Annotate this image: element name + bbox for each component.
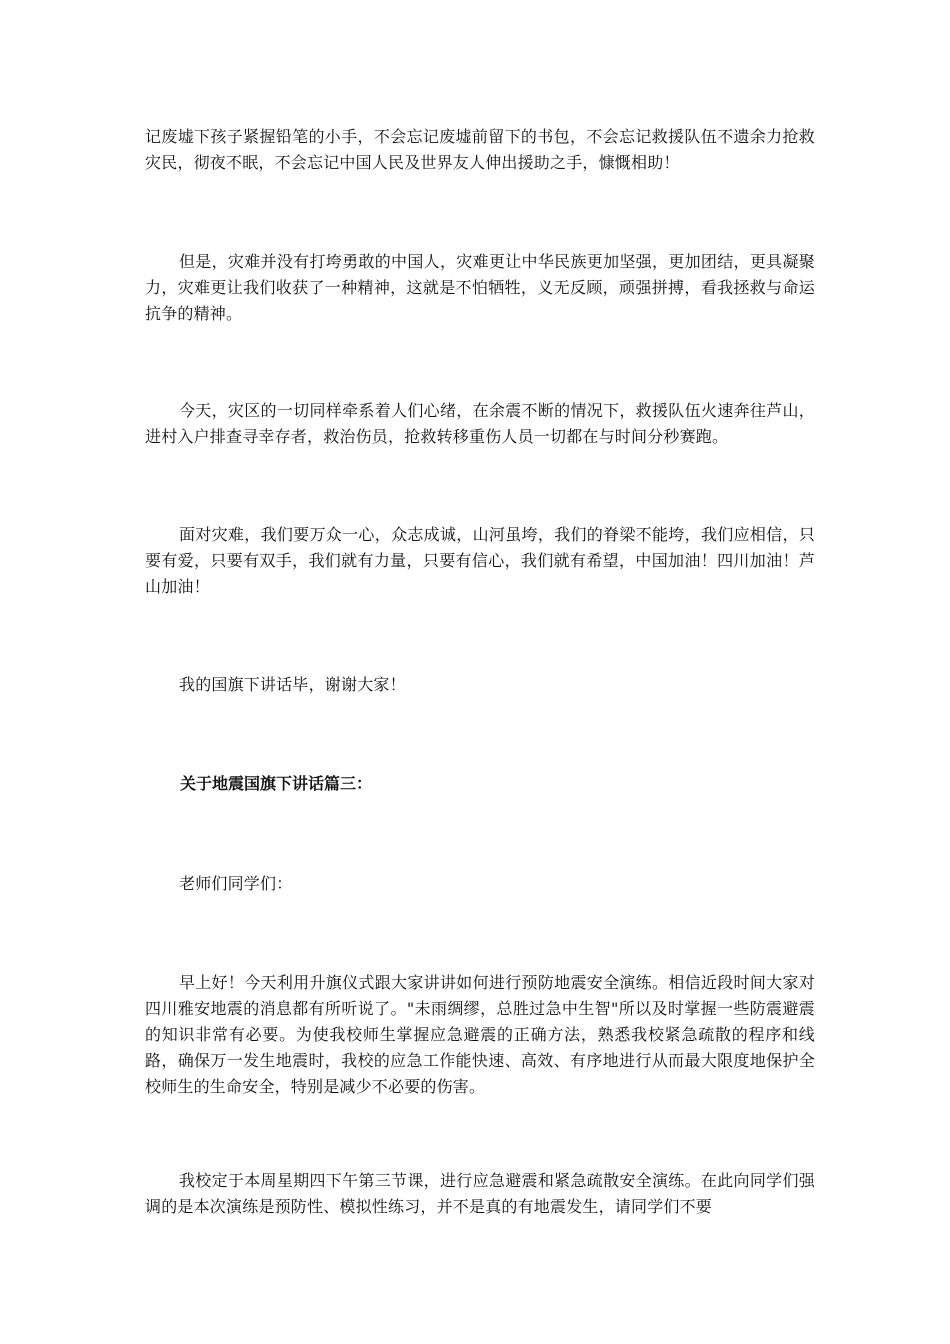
paragraph-drill-schedule: 我校定于本周星期四下午第三节课，进行应急避震和紧急疏散安全演练。在此向同学们强调的是本次演练是预防性、模拟性练习，并不是真的有地震发生，请同学们不要 xyxy=(145,1171,815,1216)
paragraph-speech-end: 我的国旗下讲话毕，谢谢大家！ xyxy=(179,675,406,694)
paragraph-today-disaster-area: 今天，灾区的一切同样牵系着人们心绪，在余震不断的情况下，救援队伍火速奔往芦山，进村入户排查寻幸存者，救治伤员，抢救转移重伤人员一切都在与时间分秒赛跑。 xyxy=(145,401,815,446)
greeting: 老师们同学们： xyxy=(179,874,293,893)
paragraph-rescue-memory: 记废墟下孩子紧握铅笔的小手，不会忘记废墟前留下的书包，不会忘记救援队伍不遗余力抢救灾民，彻夜不眠，不会忘记中国人民及世界友人伸出援助之手，慷慨相助！ xyxy=(145,127,815,172)
paragraph-facing-disaster: 面对灾难，我们要万众一心，众志成诚，山河虽垮，我们的脊梁不能垮，我们应相信，只要有爱，只要有双手，我们就有力量，只要有信心，我们就有希望，中国加油！四川加油！芦山加油！ xyxy=(145,525,815,596)
paragraph-good-morning: 早上好！今天利用升旗仪式跟大家讲讲如何进行预防地震安全演练。相信近段时间大家对四川雅安地震的消息都有所听说了。"未雨绸缪，总胜过急中生智"所以及时掌握一些防震避震的知识非常有必要。为使我校师生掌握应急避震的正确方法，熟悉我校紧急疏散的程序和线路，确保万一发生地震时，我校的应急工作能快速、高效、有序地进行从而最大限度地保护全校师生的生命安全，特别是减少不必要的伤害。 xyxy=(145,973,815,1096)
paragraph-disaster-spirit: 但是，灾难并没有打垮勇敢的中国人，灾难更让中华民族更加坚强，更加团结，更具凝聚力，灾难更让我们收获了一种精神，这就是不怕牺牲，义无反顾，顽强拼搏，看我拯救与命运抗争的精神。 xyxy=(145,252,815,323)
section-heading: 关于地震国旗下讲话篇三： xyxy=(180,774,373,793)
